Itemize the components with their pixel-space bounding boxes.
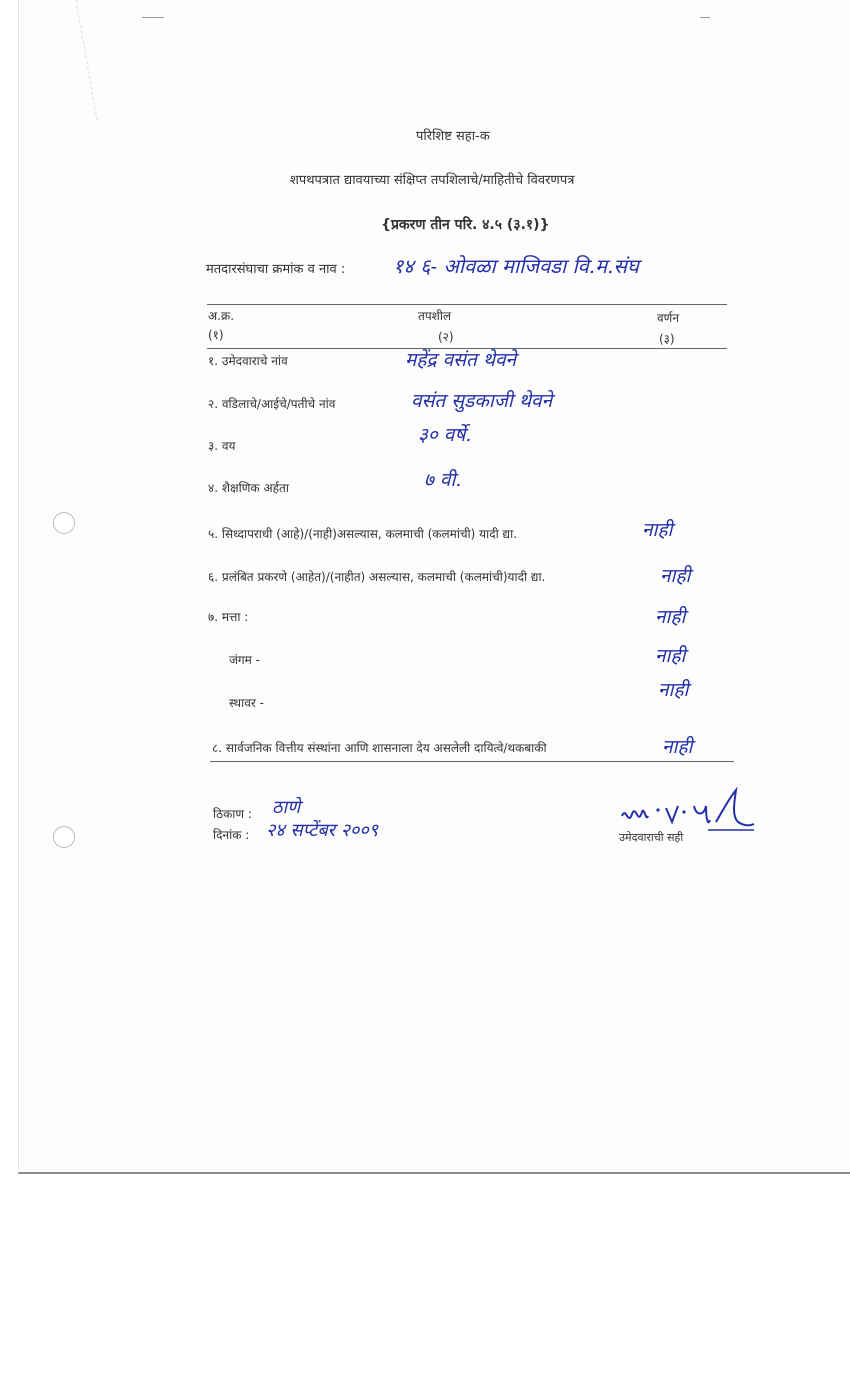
appendix-heading: परिशिष्ट सहा-क — [416, 129, 490, 144]
column-serial-header: अ.क्र. — [208, 309, 235, 323]
liabilities-label: ८. सार्वजनिक वित्तीय संस्थांना आणि शासनाला देय असलेली दायित्वे/थकबाकी — [212, 741, 547, 755]
date-value: २४ सप्टेंबर २००९ — [266, 820, 379, 841]
education-label: ४. शैक्षणिक अर्हता — [208, 481, 289, 495]
assets-value: नाही — [655, 606, 686, 628]
parent-name-label: २. वडिलाचे/आईचे/पतीचे नांव — [208, 397, 336, 411]
table-top-rule — [207, 304, 727, 305]
place-value: ठाणे — [272, 797, 301, 818]
column-description-number: (३) — [659, 332, 675, 346]
liabilities-value: नाही — [662, 736, 693, 758]
signature-label: उमेदवाराची सही — [619, 831, 684, 844]
candidate-name-label: १. उमेदवाराचे नांव — [208, 354, 288, 368]
column-serial-number: (१) — [208, 328, 224, 342]
convictions-label: ५. सिध्दापराधी (आहे)/(नाही)असल्यास, कलमाची (कलमांची) यादी द्या. — [208, 527, 518, 541]
constituency-value: १४ ६- ओवळा माजिवडा वि.म.संघ — [393, 254, 639, 278]
candidate-name-value: महेंद्र वसंत थेवने — [405, 349, 517, 371]
education-value: ७ वी. — [424, 469, 462, 491]
parent-name-value: वसंत सुडकाजी थेवने — [411, 390, 553, 412]
punch-hole — [53, 826, 75, 848]
constituency-label: मतदारसंघाचा क्रमांक व नाव : — [206, 262, 346, 277]
form-title: शपथपत्रात द्यावयाच्या संक्षिप्त तपशिलाचे/माहितीचे विवरणपत्र — [290, 173, 575, 188]
age-value: ३० वर्षे. — [418, 424, 472, 446]
immovable-assets-label: स्थावर - — [229, 696, 264, 710]
pending-cases-label: ६. प्रलंबित प्रकरणे (आहेत)/(नाहीत) असल्यास, कलमाची (कलमांची)यादी द्या. — [208, 570, 546, 584]
age-label: ३. वय — [208, 439, 236, 453]
scan-mark — [700, 17, 710, 18]
column-detail-number: (२) — [438, 330, 454, 344]
column-description-header: वर्णन — [657, 311, 680, 325]
convictions-value: नाही — [642, 519, 673, 541]
movable-assets-value: नाही — [655, 645, 686, 667]
assets-label: ७. मत्ता : — [208, 610, 249, 624]
punch-hole — [53, 512, 75, 534]
movable-assets-label: जंगम - — [229, 653, 260, 667]
date-label: दिनांक : — [213, 828, 250, 842]
immovable-assets-value: नाही — [658, 679, 689, 701]
table-bottom-rule — [210, 761, 734, 762]
pending-cases-value: नाही — [660, 565, 691, 587]
chapter-reference: {प्रकरण तीन परि. ४.५ (३.१)} — [381, 217, 550, 233]
place-label: ठिकाण : — [213, 807, 252, 821]
scan-mark — [142, 17, 164, 18]
column-detail-header: तपशील — [418, 309, 452, 323]
